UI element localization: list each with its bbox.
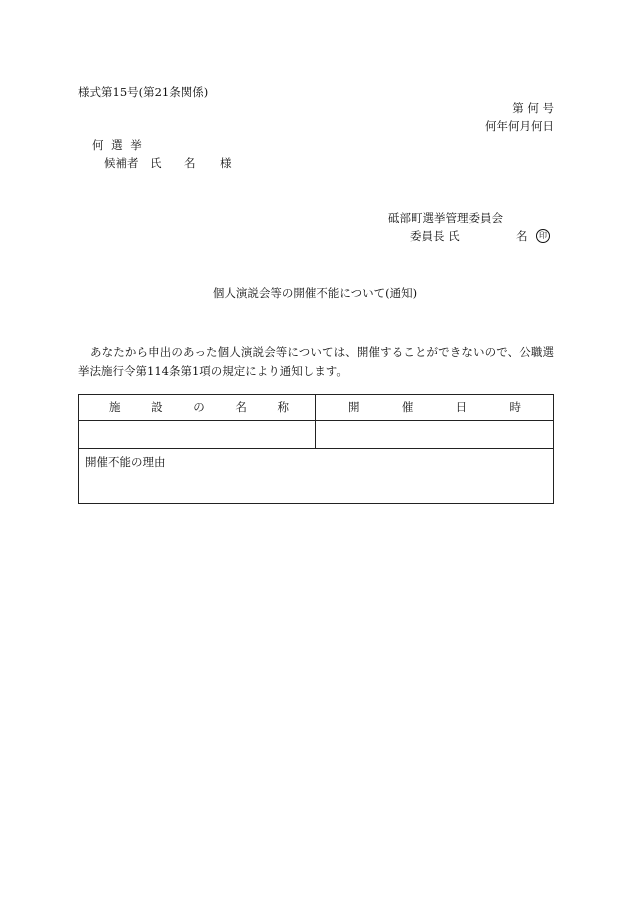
body-text: あなたから申出のあった個人演説会等については、開催することができないので、公職選挙法施行令第114条第1項の規定により通知します。 [78,345,554,378]
issuer-chairman-label: 委員長 氏 [410,229,460,243]
form-number: 様式第15号(第21条関係) [78,85,209,99]
datetime-header-char: 日 [455,399,468,414]
reason-cell[interactable] [79,449,554,504]
facility-header-char: 名 [235,399,247,414]
issuer-name-label: 名 [516,229,528,243]
facility-name-header [79,395,316,421]
table-entry-row [79,421,554,449]
election-name: 何 選 挙 [92,138,144,152]
recipient-title: 候補者 [104,156,139,170]
recipient-name-part1: 氏 [150,156,162,170]
issuer-organization: 砥部町選挙管理委員会 [388,211,503,225]
datetime-cell[interactable] [316,421,554,449]
document-title: 個人演説会等の開催不能について(通知) [212,286,418,300]
document-date: 何年何月何日 [485,119,554,133]
facility-header-char: 設 [151,399,163,414]
table-reason-row [79,449,554,504]
recipient-honorific: 様 [220,156,232,170]
datetime-header-char: 催 [401,399,414,414]
recipient-name-part2: 名 [184,156,196,170]
seal-mark: 印 [536,229,550,243]
facility-header-char: 称 [277,399,289,414]
datetime-header-char: 時 [509,399,521,414]
facility-header-char: の [193,399,205,414]
event-table [78,394,554,504]
datetime-header [316,395,554,421]
facility-name-cell[interactable] [79,421,316,449]
facility-header-char: 施 [109,399,121,414]
datetime-header-char: 開 [348,399,360,414]
document-number: 第 何 号 [512,101,554,115]
reason-label: 開催不能の理由 [85,455,166,469]
table-header-row [79,395,554,421]
